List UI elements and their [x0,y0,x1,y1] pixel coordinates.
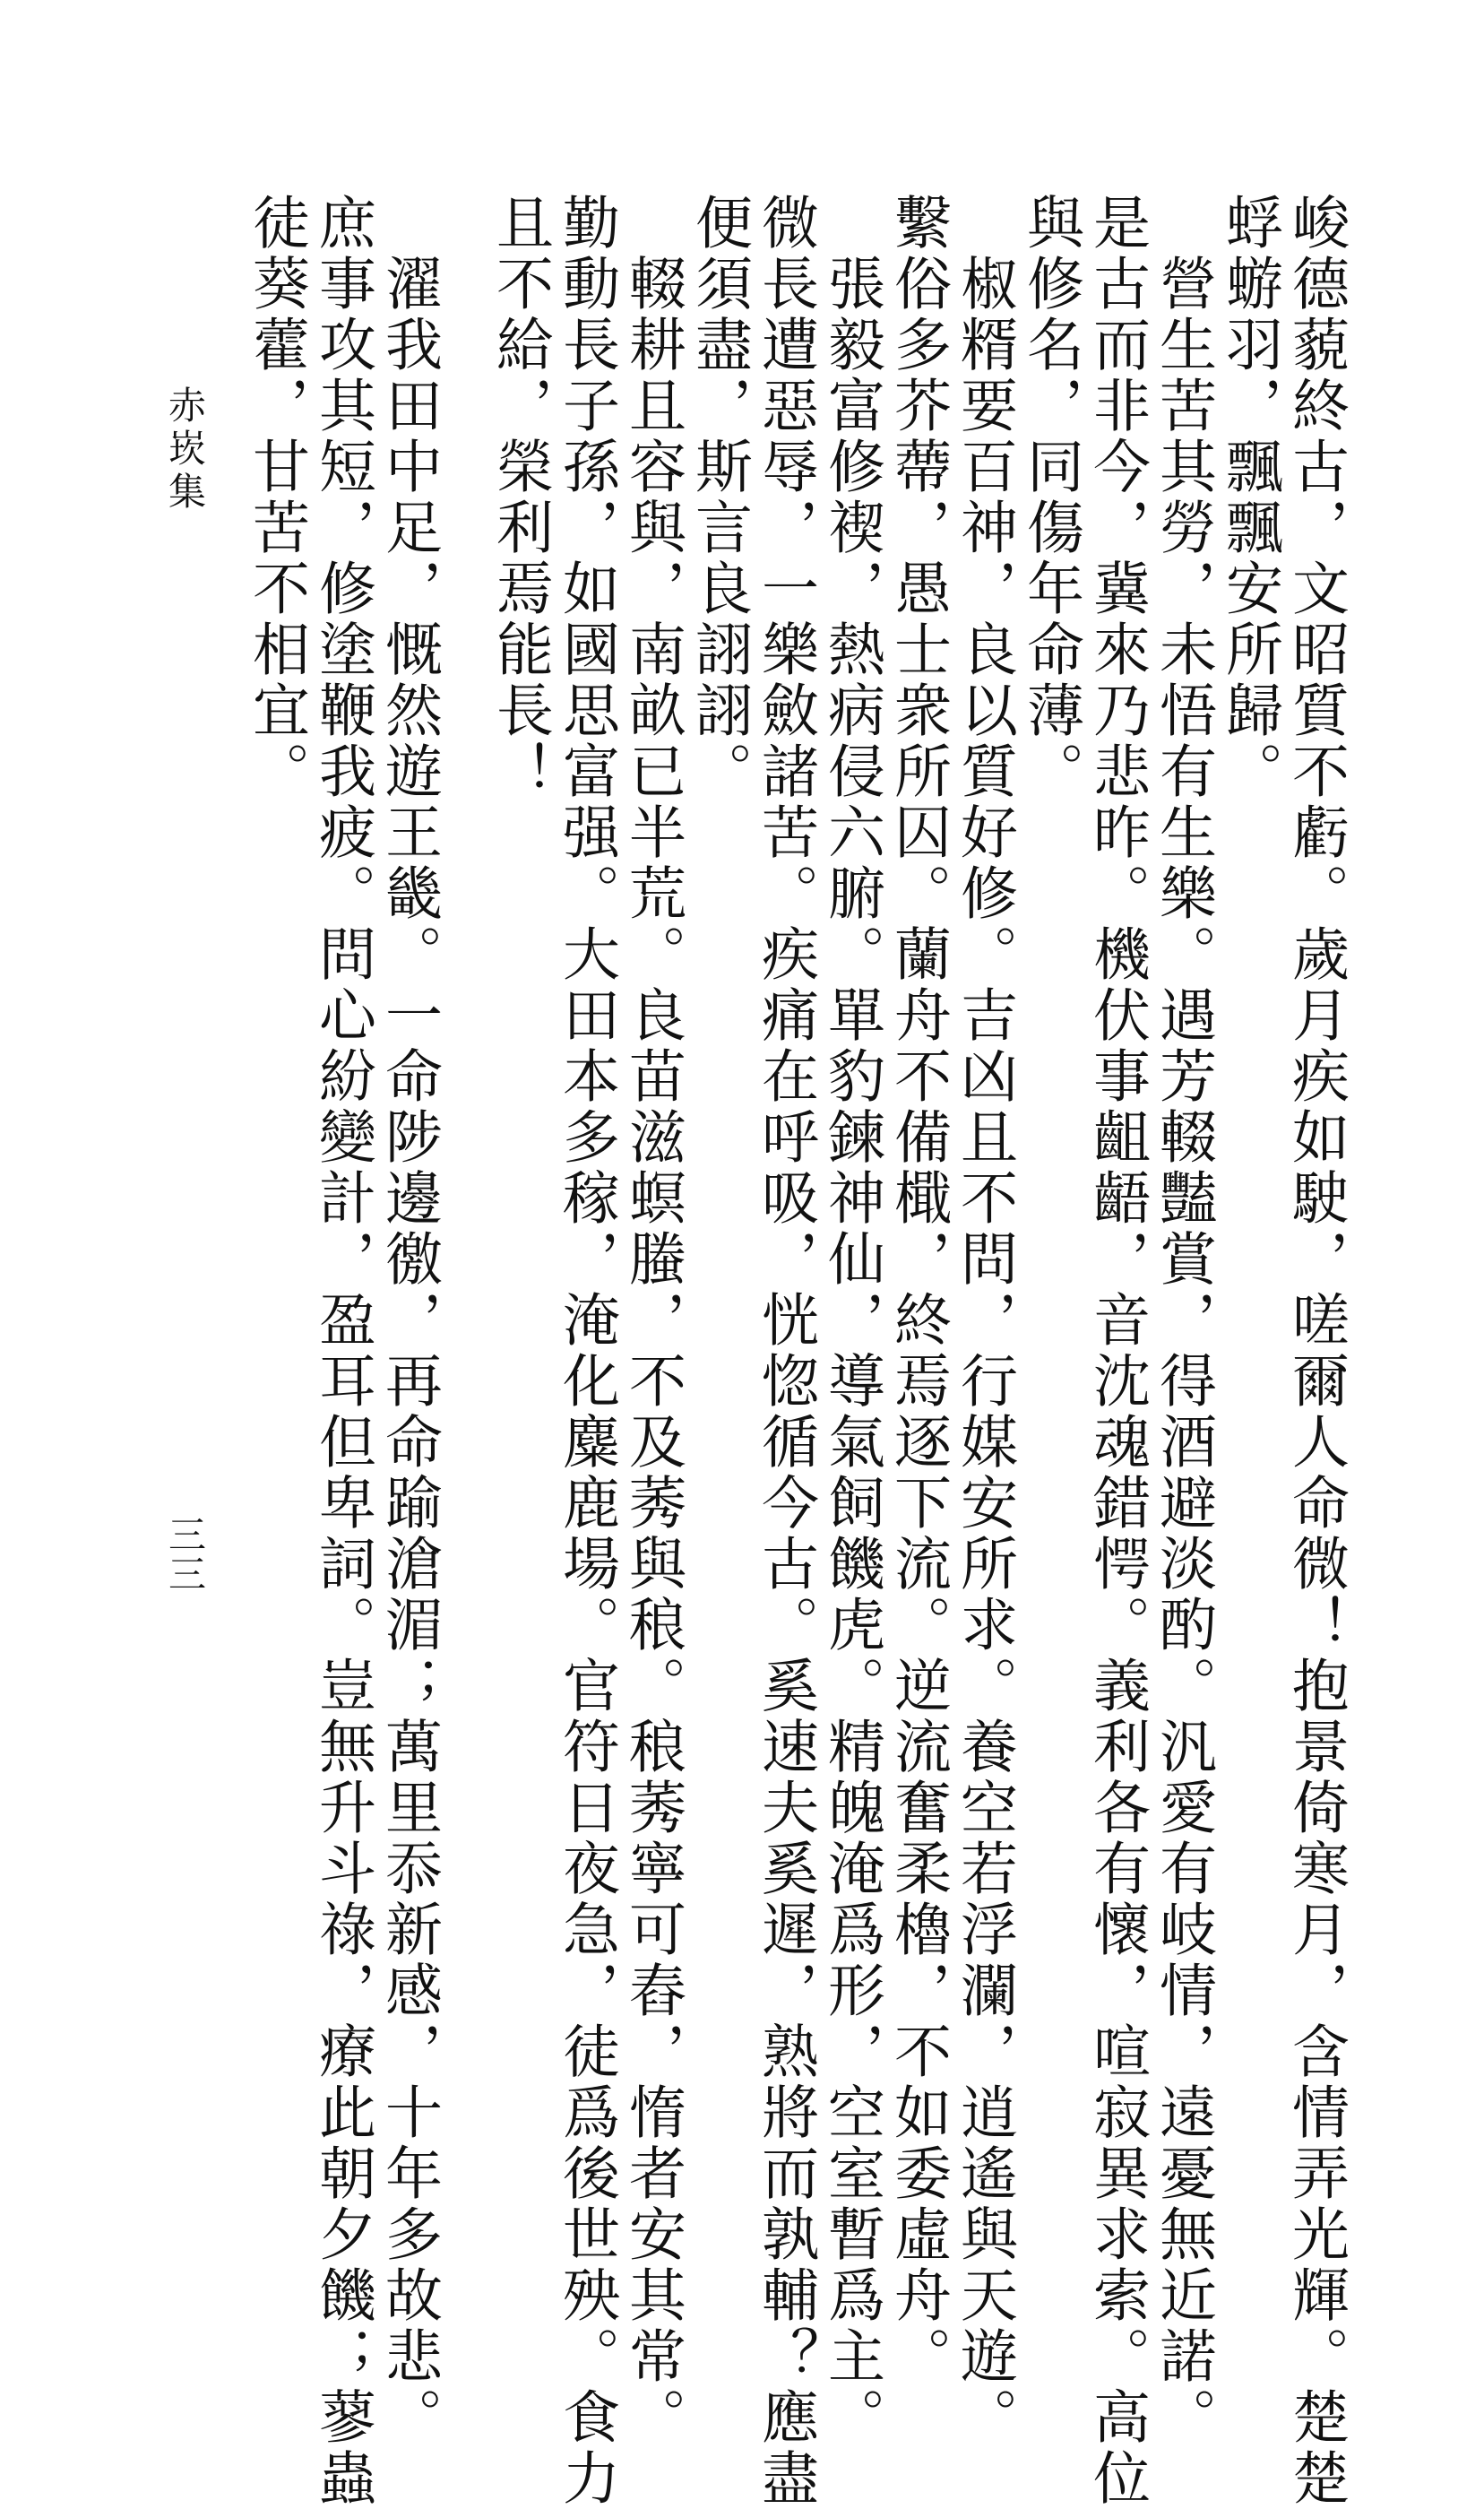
page-number: 三三 [163,1515,207,1594]
text-column: 微長遭惡辱，一樂斂諸苦。疾痛在呼吸，恍惚循今古。奚速夫奚遲，熟將而孰輔？應盡 [752,193,818,2509]
text-column: 是古而非今，冀來乃悲昨。機伏事齟齬，音沈魂錯愕。義利各有懷，喧寂異求索。高位 [1083,193,1150,2509]
text-column: 與修名，同傷年命薄。 [1017,193,1083,802]
running-head: 赤崁集 [163,385,207,515]
text-column: 峻德藐終古，文昭質不虧。歲月疾如駛，嗟爾人命微！抱景倚寒月，含情弄光輝。楚楚 [1282,193,1349,2509]
text-column: 濯我田中足，慨然遊王畿。一命陟邊徼，再命踰滄湄；萬里忝新感，十年多故悲。 [375,193,442,2448]
text-column: 勤動長子孫，如國思富强。大田本多稼，淹化麋鹿場。官符日夜急，徒爲後世殃。食力 [553,193,619,2509]
text-column: 繫俗多芥蔕，愚士衆所囚。蘭舟不備檝，終焉逐下流。逆流奮柔櫓，不如委虛舟。 [884,193,951,2387]
text-column: 營生苦其勞，未悟有生樂。遇芳輟豔賞，得酒避淡酌。汎愛有岐情，遠憂無近諾。 [1150,193,1216,2448]
text-column: 便須盡，斯言良詡詡。 [686,193,752,802]
text-column: 張毅富修褉，熱病侵六腑。單豹鍊神仙，導氣飼饑虎。精魄淹爲形，空室暫爲主。 [818,193,884,2448]
text-column: 椒糈要百神，良以質好修。吉凶且不問，行媒安所求。養空若浮瀾，逍遙與天遊。 [951,193,1017,2448]
text-column: 且不給，榮利焉能長！ [487,193,553,802]
text-column: 庶事攻其短，修塗鞭我疲。問心紛變計，盈耳但卑詞。豈無升斗祿，療此朝夕饑；蓼蟲 [309,193,375,2509]
text-column: 蜉蝣羽，飄飄安所歸。 [1216,193,1282,802]
text-column: 徒葵藿，甘苦不相宜。 [243,193,309,802]
text-column: 輟耕且容與，南畝已半荒。良苗滋螟螣，不及莠與稂。稂莠寧可舂，惰者安其常。 [619,193,686,2448]
